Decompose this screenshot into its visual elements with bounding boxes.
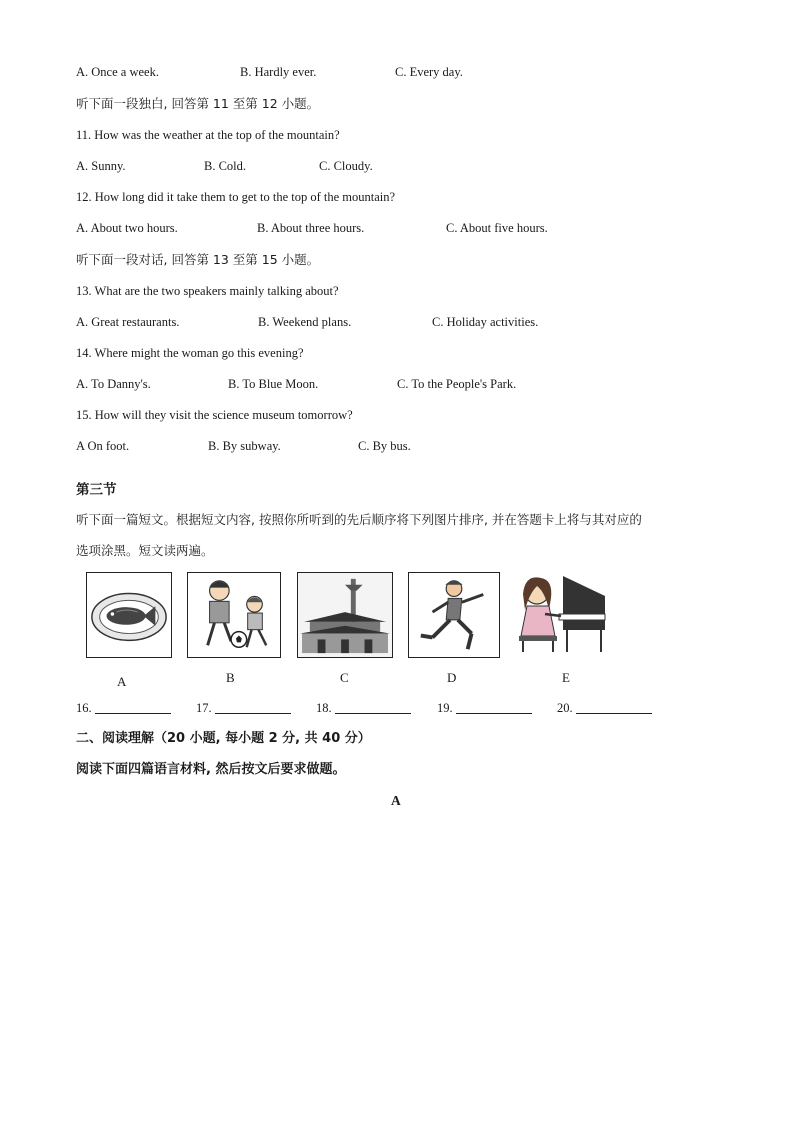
picture-b — [187, 572, 281, 658]
q15-text: 15. How will they visit the science museum tomorrow? — [76, 408, 353, 422]
instruction-11-12: 听下面一段独白, 回答第 11 至第 12 小题。 — [76, 96, 320, 111]
running-man-icon — [409, 573, 499, 657]
q13-text: 13. What are the two speakers mainly talking about? — [76, 284, 339, 298]
blank-line[interactable] — [215, 701, 291, 714]
picture-b-label: B — [226, 670, 235, 685]
q12-text: 12. How long did it take them to get to the top of the mountain? — [76, 190, 396, 204]
picture-e — [515, 570, 607, 656]
blank-number: 19. — [437, 701, 453, 715]
picture-a-label: A — [117, 674, 127, 689]
part2-title: 二、阅读理解（20 小题, 每小题 2 分, 共 40 分） — [76, 731, 371, 746]
q15-option-c: C. By bus. — [358, 439, 411, 453]
section3-title: 第三节 — [76, 482, 117, 498]
picture-c — [297, 572, 393, 658]
q11-option-b: B. Cold. — [204, 159, 247, 173]
blank-number: 20. — [557, 701, 573, 715]
q11-text: 11. How was the weather at the top of the mountain? — [76, 128, 340, 142]
picture-d-label: D — [447, 670, 457, 685]
tiananmen-icon — [298, 573, 392, 657]
q12-option-c: C. About five hours. — [446, 221, 548, 235]
blank-number: 17. — [196, 701, 212, 715]
picture-a — [86, 572, 172, 658]
q12-option-a: A. About two hours. — [76, 221, 178, 235]
answer-blank-19[interactable] — [437, 700, 532, 716]
section3-instruction-line2: 选项涂黑。短文读两遍。 — [76, 543, 214, 558]
q14-option-b: B. To Blue Moon. — [228, 377, 319, 391]
blank-line[interactable] — [335, 701, 411, 714]
q13-option-b: B. Weekend plans. — [258, 315, 352, 329]
section3-instruction-line1: 听下面一篇短文。根据短文内容, 按照你所听到的先后顺序将下列图片排序, 并在答题卡上将与其对应的 — [76, 512, 642, 527]
kids-football-icon — [188, 573, 280, 657]
q15-option-b: B. By subway. — [208, 439, 281, 453]
q13-option-a: A. Great restaurants. — [76, 315, 180, 329]
q13-option-c: C. Holiday activities. — [432, 315, 539, 329]
answer-blank-20[interactable] — [557, 700, 652, 716]
blank-line[interactable] — [576, 701, 652, 714]
q10-option-a: A. Once a week. — [76, 65, 159, 79]
q10-option-b: B. Hardly ever. — [240, 65, 317, 79]
blank-line[interactable] — [456, 701, 532, 714]
picture-c-label: C — [340, 670, 349, 685]
answer-blank-16[interactable] — [76, 700, 171, 716]
q11-option-a: A. Sunny. — [76, 159, 126, 173]
instruction-13-15: 听下面一段对话, 回答第 13 至第 15 小题。 — [76, 252, 320, 267]
q10-option-c: C. Every day. — [395, 65, 463, 79]
passage-label: A — [391, 793, 401, 808]
q14-option-c: C. To the People's Park. — [397, 377, 517, 391]
blank-number: 18. — [316, 701, 332, 715]
fish-dish-icon — [87, 573, 171, 657]
part2-instruction: 阅读下面四篇语言材料, 然后按文后要求做题。 — [76, 762, 346, 777]
q14-option-a: A. To Danny's. — [76, 377, 151, 391]
picture-e-label: E — [562, 670, 570, 685]
girl-piano-icon — [515, 570, 607, 656]
q15-option-a: A On foot. — [76, 439, 130, 453]
blank-number: 16. — [76, 701, 92, 715]
q12-option-b: B. About three hours. — [257, 221, 365, 235]
answer-blank-18[interactable] — [316, 700, 411, 716]
blank-line[interactable] — [95, 701, 171, 714]
picture-d — [408, 572, 500, 658]
q11-option-c: C. Cloudy. — [319, 159, 373, 173]
q14-text: 14. Where might the woman go this evening? — [76, 346, 304, 360]
answer-blank-17[interactable] — [196, 700, 291, 716]
